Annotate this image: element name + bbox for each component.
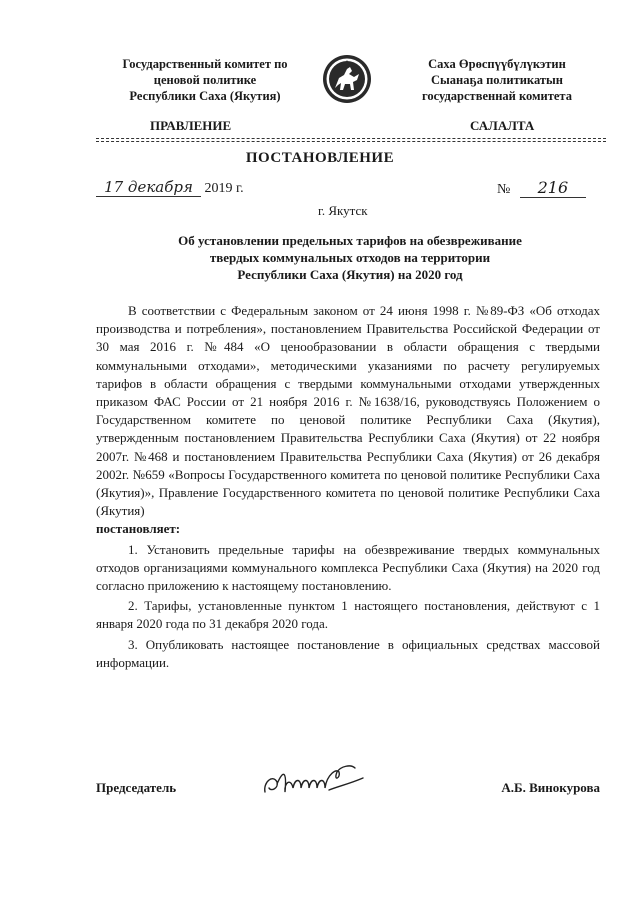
document-subject: [100, 232, 600, 283]
handwritten-date: 17 декабря: [96, 178, 201, 197]
board-label-ru: ПРАВЛЕНИЕ: [150, 118, 232, 133]
header-left-line: Государственный комитет по: [122, 57, 288, 71]
handwritten-signature-icon: [259, 762, 379, 802]
board-label-sakha: САЛАЛТА: [470, 118, 535, 133]
signer-position: Председатель: [96, 780, 177, 795]
document-number: [497, 178, 586, 198]
document-title: ПОСТАНОВЛЕНИЕ: [245, 150, 395, 166]
header-right-line: Саха Өрөспүүбүлүкэтин: [428, 57, 566, 71]
header-divider: [96, 141, 606, 142]
header-divider: [96, 138, 606, 139]
subject-line: Об установлении предельных тарифов на обезвреживание: [178, 233, 522, 248]
number-sign: №: [497, 182, 511, 197]
preamble-paragraph: В соответствии с Федеральным законом от 24 июня 1998 г. №89-ФЗ «Об отходах производства и потребления», постановлением Правительства Российской Федерации от 30 мая 2016 г. №484 «О ценообразовании в области обращения с твердыми коммунальными отходами», методическими указаниями по расчету регулируемых тарифов в области обращения с твердыми коммунальными отходами утвержденных приказом ФАС России от 21 ноября 2016 г. №1638/16, руководствуясь Положением о Государственном комитете по ценовой политике Республики Саха (Якутия), утвержденным постановлением Правительства Республики Саха (Якутия) от 22 ноября 2007г. №468 и постановлением Правительства Республики Саха (Якутия) от 26 декабря 2002г. №659 «Вопросы Государственного комитета по ценовой политике Республики Саха (Якутия)», Правление Государственного комитета по ценовой политике Республики Саха (Якутия): [96, 303, 600, 519]
signature-block: [96, 772, 600, 812]
document-body: [96, 302, 600, 672]
document-city: г. Якутск: [318, 203, 368, 218]
document-date: [96, 178, 244, 197]
resolution-item: 3. Опубликовать настоящее постановление в официальных средствах массовой информации.: [96, 636, 600, 670]
header-left-ru: [100, 56, 310, 104]
resolution-item: 1. Установить предельные тарифы на обезвреживание твердых коммунальных отходов организациями коммунального комплекса Республики Саха (Якутия) на 2020 год согласно приложению к настоящему постановлению.: [96, 541, 600, 594]
subject-line: твердых коммунальных отходов на территории: [209, 250, 491, 265]
yakutia-coat-of-arms-icon: [321, 52, 373, 106]
date-year: 2019 г.: [204, 181, 244, 196]
header-right-line: государственнай комитета: [422, 89, 572, 103]
header-left-line: Республики Саха (Якутия): [129, 89, 281, 103]
header-right-sakha: [392, 56, 602, 104]
handwritten-number: 216: [520, 178, 586, 198]
header-right-line: Сыанаҕа политикатын: [431, 73, 563, 87]
header-left-line: ценовой политике: [153, 73, 257, 87]
resolution-item: 2. Тарифы, установленные пунктом 1 настоящего постановления, действуют с 1 января 2020 года по 31 декабря 2020 года.: [96, 598, 600, 632]
resolve-word: постановляет:: [96, 521, 181, 537]
subject-line: Республики Саха (Якутия) на 2020 год: [237, 267, 463, 282]
signer-name: А.Б. Винокурова: [501, 780, 600, 795]
